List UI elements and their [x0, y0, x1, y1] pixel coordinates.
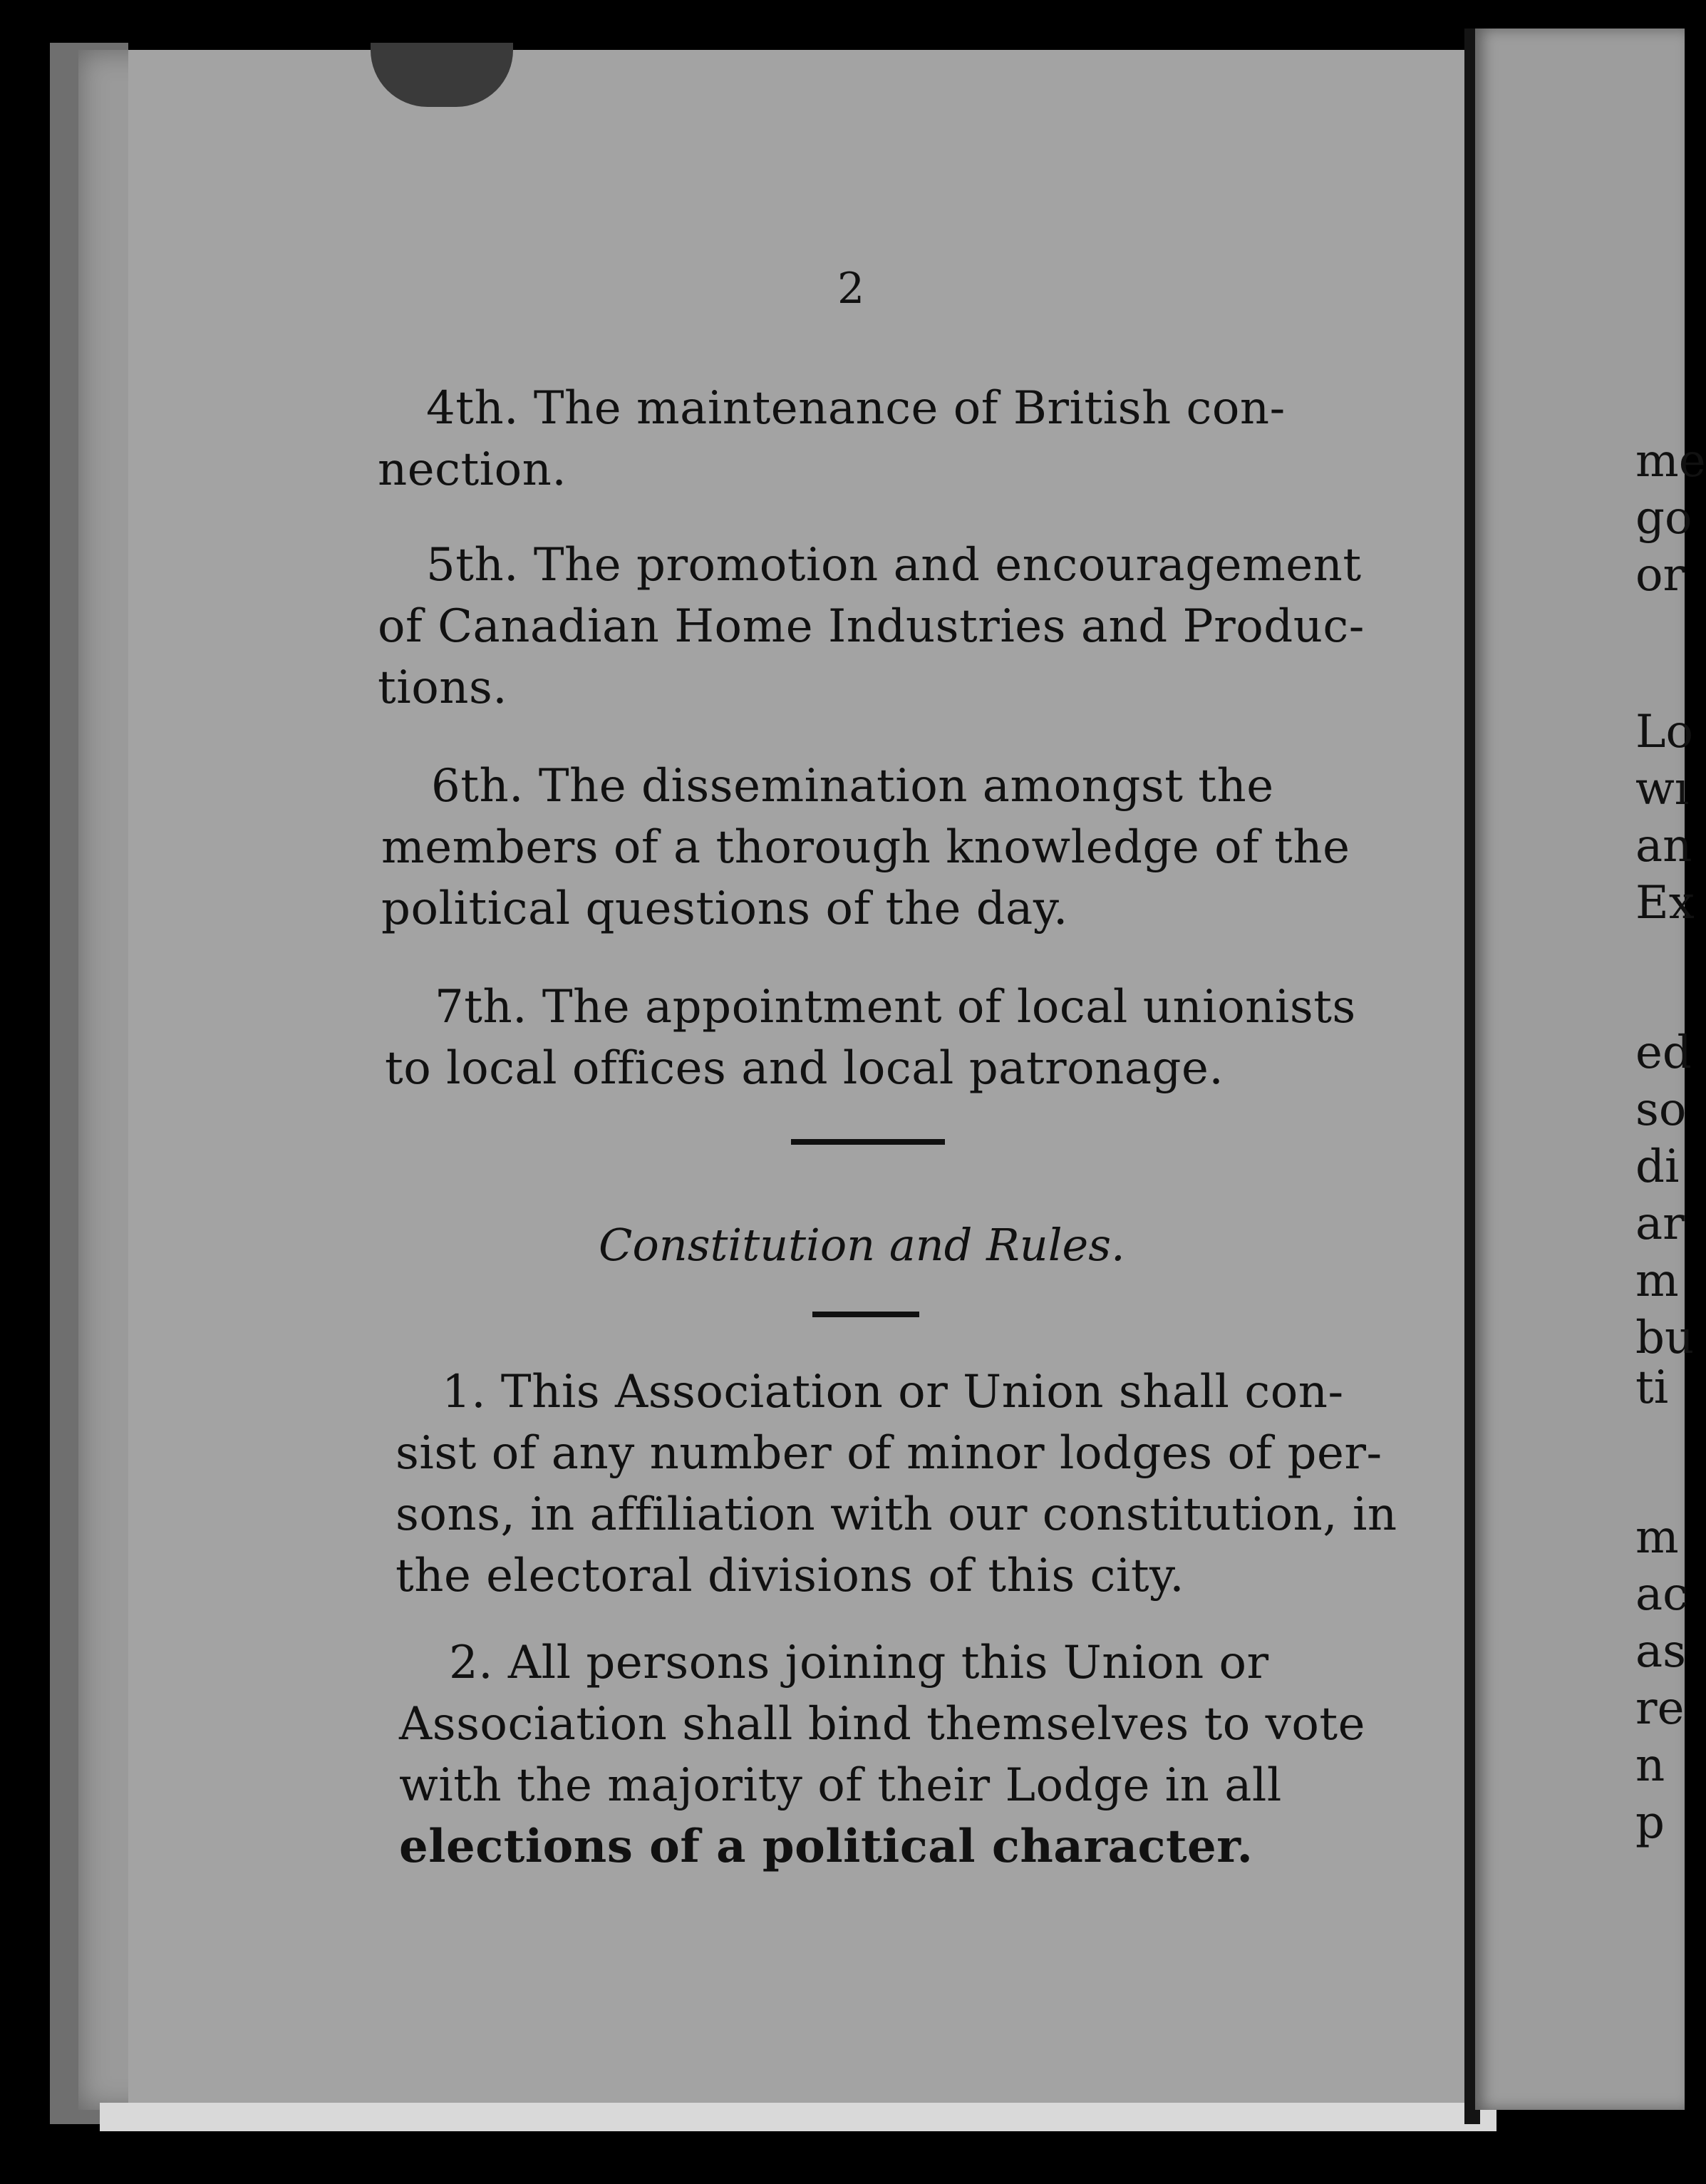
heading-divider-rule: [812, 1312, 919, 1317]
article-6-line-1: 6th. The dissemination amongst the: [431, 760, 1274, 813]
rule-2-line-1: 2. All persons joining this Union or: [449, 1637, 1269, 1689]
article-5-line-1: 5th. The promotion and encouragement: [426, 539, 1362, 592]
facing-fragment: n: [1635, 1739, 1665, 1792]
facing-fragment: me: [1635, 435, 1706, 488]
article-6-line-2: members of a thorough knowledge of the: [381, 821, 1350, 874]
rule-2-line-4: elections of a political character.: [399, 1820, 1253, 1873]
article-7-line-1: 7th. The appointment of local unionists: [435, 981, 1356, 1034]
facing-fragment: an: [1635, 820, 1692, 872]
section-heading: Constitution and Rules.: [599, 1219, 1125, 1271]
facing-fragment: as: [1635, 1625, 1686, 1678]
page-bottom-edge: [100, 2103, 1496, 2131]
article-4-line-2: nection.: [378, 443, 567, 496]
article-5-line-2: of Canadian Home Industries and Produc-: [378, 600, 1365, 653]
facing-fragment: re: [1635, 1682, 1685, 1735]
facing-fragment: di: [1635, 1140, 1680, 1193]
facing-fragment: bu: [1635, 1312, 1695, 1364]
article-6-line-3: political questions of the day.: [381, 882, 1068, 935]
facing-fragment: ti: [1635, 1361, 1669, 1414]
facing-fragment: wı: [1635, 763, 1690, 815]
section-divider-rule: [791, 1139, 945, 1145]
rule-1-line-3: sons, in affiliation with our constitution, in: [396, 1488, 1397, 1541]
facing-fragment: or: [1635, 549, 1685, 602]
facing-fragment: Ex: [1635, 877, 1695, 929]
facing-fragment: go: [1635, 492, 1692, 545]
rule-2-line-3: with the majority of their Lodge in all: [399, 1759, 1282, 1812]
rule-1-line-1: 1. This Association or Union shall con-: [442, 1366, 1344, 1418]
facing-fragment: ed: [1635, 1026, 1692, 1079]
facing-fragment: ar: [1635, 1197, 1685, 1250]
article-4-line-1: 4th. The maintenance of British con-: [426, 382, 1286, 435]
rule-1-line-2: sist of any number of minor lodges of per-: [396, 1427, 1382, 1480]
article-5-line-3: tions.: [378, 661, 508, 714]
rule-1-line-4: the electoral divisions of this city.: [396, 1550, 1185, 1602]
facing-fragment: m: [1635, 1511, 1679, 1564]
rule-2-line-2: Association shall bind themselves to vote: [399, 1698, 1365, 1751]
facing-fragment: Lo: [1635, 706, 1694, 758]
facing-fragment: so: [1635, 1083, 1687, 1136]
facing-fragment: p: [1635, 1796, 1665, 1849]
facing-fragment: ac: [1635, 1568, 1688, 1621]
article-7-line-2: to local offices and local patronage.: [385, 1042, 1224, 1095]
facing-fragment: m: [1635, 1255, 1679, 1307]
page-number: 2: [837, 264, 865, 314]
